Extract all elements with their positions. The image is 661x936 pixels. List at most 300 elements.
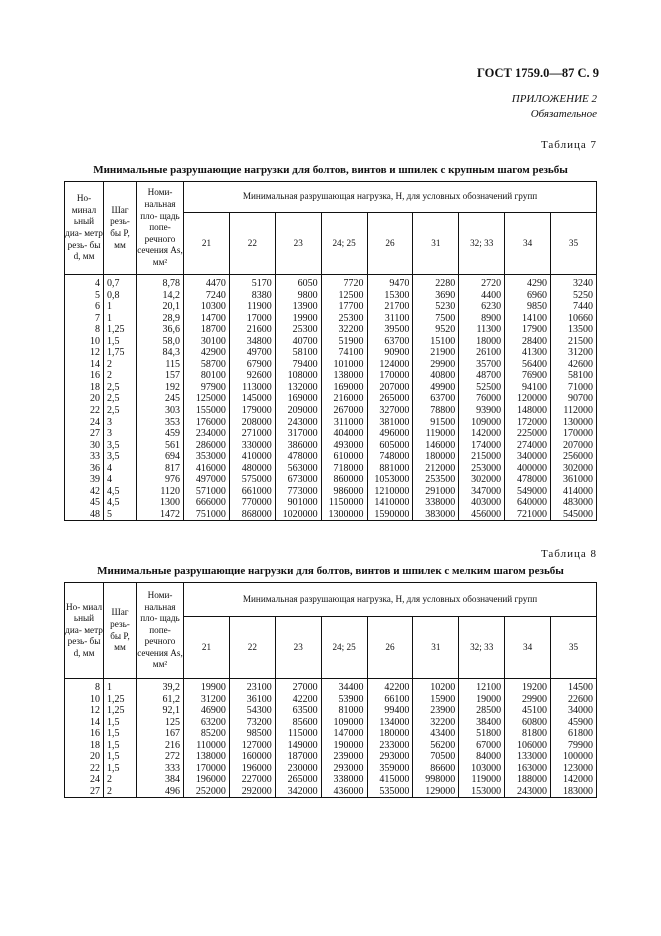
- group-header: 35: [551, 617, 597, 679]
- cell-load: 317000: [275, 428, 321, 440]
- table-row: [65, 290, 597, 302]
- cell-area: 28,9: [137, 313, 184, 325]
- table-row: [65, 451, 597, 463]
- cell-load: 252000: [184, 786, 230, 798]
- cell-load: 10200: [413, 679, 459, 694]
- cell-area: 61,2: [137, 694, 184, 706]
- cell-load: 7500: [413, 313, 459, 325]
- cell-load: 71000: [551, 382, 597, 394]
- cell-load: 138000: [321, 370, 367, 382]
- cell-diameter: 4: [65, 275, 104, 290]
- cell-load: 180000: [367, 728, 413, 740]
- cell-load: 14100: [505, 313, 551, 325]
- cell-load: 39500: [367, 324, 413, 336]
- cell-load: 497000: [184, 474, 230, 486]
- cell-area: 1472: [137, 509, 184, 521]
- cell-load: 480000: [229, 463, 275, 475]
- cell-load: 881000: [367, 463, 413, 475]
- cell-load: 145000: [229, 393, 275, 405]
- cell-load: 293000: [367, 751, 413, 763]
- cell-load: 29900: [505, 694, 551, 706]
- cell-load: 207000: [367, 382, 413, 394]
- cell-load: 100000: [551, 751, 597, 763]
- cell-load: 549000: [505, 486, 551, 498]
- cell-diameter: 16: [65, 728, 104, 740]
- cell-load: 38400: [459, 717, 505, 729]
- table-row: [65, 774, 597, 786]
- cell-load: 42600: [551, 359, 597, 371]
- cell-load: 361000: [551, 474, 597, 486]
- table-8-body: [65, 679, 597, 798]
- cell-load: 13900: [275, 301, 321, 313]
- cell-load: 134000: [367, 717, 413, 729]
- cell-pitch: 5: [104, 509, 137, 521]
- cell-load: 56200: [413, 740, 459, 752]
- cell-load: 42200: [275, 694, 321, 706]
- cell-load: 12100: [459, 679, 505, 694]
- cell-load: 90900: [367, 347, 413, 359]
- cell-area: 976: [137, 474, 184, 486]
- cell-load: 43400: [413, 728, 459, 740]
- cell-load: 15900: [413, 694, 459, 706]
- cell-load: 86600: [413, 763, 459, 775]
- cell-load: 130000: [551, 417, 597, 429]
- cell-load: 4470: [184, 275, 230, 290]
- cell-load: 1150000: [321, 497, 367, 509]
- cell-load: 142000: [459, 428, 505, 440]
- cell-load: 209000: [275, 405, 321, 417]
- cell-pitch: 3,5: [104, 440, 137, 452]
- table-row: [65, 324, 597, 336]
- cell-load: 101000: [321, 359, 367, 371]
- table-7-label: Таблица 7: [540, 139, 597, 151]
- cell-load: 291000: [413, 486, 459, 498]
- cell-load: 15300: [367, 290, 413, 302]
- table-8-title: Минимальные разрушающие нагрузки для болтов, винтов и шпилек с мелким шагом резьбы: [97, 565, 564, 577]
- table-row: [65, 393, 597, 405]
- cell-load: 456000: [459, 509, 505, 521]
- group-header: 23: [275, 213, 321, 275]
- cell-load: 41300: [505, 347, 551, 359]
- table-row: [65, 301, 597, 313]
- table-row: [65, 486, 597, 498]
- cell-pitch: 0,7: [104, 275, 137, 290]
- group-header: 21: [184, 617, 230, 679]
- cell-load: 7720: [321, 275, 367, 290]
- cell-load: 9520: [413, 324, 459, 336]
- cell-load: 416000: [184, 463, 230, 475]
- cell-diameter: 14: [65, 717, 104, 729]
- cell-load: 21900: [413, 347, 459, 359]
- cell-load: 25300: [275, 324, 321, 336]
- cell-load: 12500: [321, 290, 367, 302]
- cell-load: 28400: [505, 336, 551, 348]
- cell-load: 773000: [275, 486, 321, 498]
- cell-load: 233000: [367, 740, 413, 752]
- cell-diameter: 39: [65, 474, 104, 486]
- cell-load: 415000: [367, 774, 413, 786]
- cell-load: 661000: [229, 486, 275, 498]
- cell-load: 11300: [459, 324, 505, 336]
- cell-diameter: 22: [65, 405, 104, 417]
- cell-load: 212000: [413, 463, 459, 475]
- cell-diameter: 22: [65, 763, 104, 775]
- cell-load: 21500: [551, 336, 597, 348]
- cell-load: 267000: [321, 405, 367, 417]
- cell-load: 27000: [275, 679, 321, 694]
- cell-load: 42200: [367, 679, 413, 694]
- cell-load: 80100: [184, 370, 230, 382]
- cell-load: 66100: [367, 694, 413, 706]
- cell-area: 192: [137, 382, 184, 394]
- table-7: [64, 181, 597, 521]
- cell-pitch: 1,5: [104, 336, 137, 348]
- cell-load: 78800: [413, 405, 459, 417]
- cell-load: 208000: [229, 417, 275, 429]
- cell-pitch: 1,25: [104, 694, 137, 706]
- cell-area: 39,2: [137, 679, 184, 694]
- cell-load: 243000: [505, 786, 551, 798]
- cell-load: 4400: [459, 290, 505, 302]
- cell-load: 115000: [275, 728, 321, 740]
- cell-diameter: 12: [65, 347, 104, 359]
- table-row: [65, 763, 597, 775]
- cell-area: 245: [137, 393, 184, 405]
- cell-area: 496: [137, 786, 184, 798]
- group-header: 31: [413, 617, 459, 679]
- cell-load: 51900: [321, 336, 367, 348]
- cell-pitch: 1,5: [104, 763, 137, 775]
- cell-load: 84000: [459, 751, 505, 763]
- cell-load: 160000: [229, 751, 275, 763]
- cell-load: 18700: [184, 324, 230, 336]
- cell-load: 5250: [551, 290, 597, 302]
- cell-load: 860000: [321, 474, 367, 486]
- cell-load: 403000: [459, 497, 505, 509]
- cell-load: 56400: [505, 359, 551, 371]
- cell-load: 58100: [551, 370, 597, 382]
- group-header: 24; 25: [321, 213, 367, 275]
- cell-load: 19900: [184, 679, 230, 694]
- cell-pitch: 1: [104, 301, 137, 313]
- cell-pitch: 3: [104, 417, 137, 429]
- table-row: [65, 428, 597, 440]
- cell-load: 216000: [321, 393, 367, 405]
- table-7-body: [65, 275, 597, 521]
- cell-load: 112000: [551, 405, 597, 417]
- table-row: [65, 728, 597, 740]
- cell-load: 85200: [184, 728, 230, 740]
- cell-load: 196000: [229, 763, 275, 775]
- cell-load: 48700: [459, 370, 505, 382]
- group-header: 21: [184, 213, 230, 275]
- cell-area: 157: [137, 370, 184, 382]
- cell-load: 9850: [505, 301, 551, 313]
- table-row: [65, 440, 597, 452]
- cell-load: 108000: [275, 370, 321, 382]
- cell-load: 45900: [551, 717, 597, 729]
- cell-load: 286000: [184, 440, 230, 452]
- col-header-pitch: Шаг резь- бы P, мм: [104, 583, 137, 679]
- cell-load: 149000: [275, 740, 321, 752]
- cell-diameter: 24: [65, 417, 104, 429]
- cell-load: 54300: [229, 705, 275, 717]
- cell-load: 32200: [413, 717, 459, 729]
- table-row: [65, 705, 597, 717]
- cell-load: 2720: [459, 275, 505, 290]
- cell-pitch: 3: [104, 428, 137, 440]
- cell-load: 127000: [229, 740, 275, 752]
- cell-load: 169000: [321, 382, 367, 394]
- cell-load: 666000: [184, 497, 230, 509]
- cell-load: 721000: [505, 509, 551, 521]
- cell-load: 19900: [275, 313, 321, 325]
- cell-load: 169000: [275, 393, 321, 405]
- cell-load: 386000: [275, 440, 321, 452]
- cell-load: 63200: [184, 717, 230, 729]
- cell-load: 133000: [505, 751, 551, 763]
- cell-load: 342000: [275, 786, 321, 798]
- cell-diameter: 14: [65, 359, 104, 371]
- cell-pitch: 1,5: [104, 740, 137, 752]
- cell-load: 179000: [229, 405, 275, 417]
- cell-diameter: 10: [65, 694, 104, 706]
- cell-area: 125: [137, 717, 184, 729]
- cell-diameter: 48: [65, 509, 104, 521]
- cell-load: 610000: [321, 451, 367, 463]
- cell-load: 26100: [459, 347, 505, 359]
- group-header: 32; 33: [459, 213, 505, 275]
- cell-diameter: 33: [65, 451, 104, 463]
- col-header-area: Номи- нальная пло- щадь попе- речного сечения As, мм²: [137, 583, 184, 679]
- cell-load: 353000: [184, 451, 230, 463]
- cell-load: 40800: [413, 370, 459, 382]
- cell-pitch: 0,8: [104, 290, 137, 302]
- cell-load: 93900: [459, 405, 505, 417]
- cell-load: 400000: [505, 463, 551, 475]
- cell-pitch: 1,25: [104, 705, 137, 717]
- cell-pitch: 4: [104, 474, 137, 486]
- cell-load: 155000: [184, 405, 230, 417]
- cell-load: 31100: [367, 313, 413, 325]
- cell-diameter: 7: [65, 313, 104, 325]
- cell-load: 496000: [367, 428, 413, 440]
- table-row: [65, 336, 597, 348]
- group-header: 22: [229, 617, 275, 679]
- cell-load: 545000: [551, 509, 597, 521]
- col-header-area: Номи- нальная пло- щадь попе- речного сечения As, мм²: [137, 182, 184, 275]
- cell-diameter: 27: [65, 786, 104, 798]
- cell-load: 302000: [459, 474, 505, 486]
- cell-load: 347000: [459, 486, 505, 498]
- cell-load: 36100: [229, 694, 275, 706]
- cell-load: 330000: [229, 440, 275, 452]
- cell-area: 14,2: [137, 290, 184, 302]
- cell-load: 338000: [321, 774, 367, 786]
- cell-load: 8380: [229, 290, 275, 302]
- cell-area: 1300: [137, 497, 184, 509]
- cell-load: 190000: [321, 740, 367, 752]
- cell-load: 571000: [184, 486, 230, 498]
- cell-load: 67000: [459, 740, 505, 752]
- cell-load: 302000: [551, 463, 597, 475]
- cell-diameter: 42: [65, 486, 104, 498]
- cell-pitch: 1: [104, 313, 137, 325]
- cell-diameter: 30: [65, 440, 104, 452]
- cell-load: 1590000: [367, 509, 413, 521]
- cell-pitch: 2,5: [104, 393, 137, 405]
- cell-load: 187000: [275, 751, 321, 763]
- cell-load: 196000: [184, 774, 230, 786]
- cell-area: 36,6: [137, 324, 184, 336]
- cell-area: 216: [137, 740, 184, 752]
- cell-load: 207000: [551, 440, 597, 452]
- cell-load: 170000: [367, 370, 413, 382]
- cell-pitch: 2,5: [104, 405, 137, 417]
- cell-load: 58100: [275, 347, 321, 359]
- cell-load: 90700: [551, 393, 597, 405]
- group-header: 22: [229, 213, 275, 275]
- cell-load: 53900: [321, 694, 367, 706]
- table-row: [65, 740, 597, 752]
- cell-load: 17700: [321, 301, 367, 313]
- cell-diameter: 12: [65, 705, 104, 717]
- cell-load: 180000: [413, 451, 459, 463]
- cell-load: 32200: [321, 324, 367, 336]
- cell-load: 274000: [505, 440, 551, 452]
- cell-load: 3240: [551, 275, 597, 290]
- cell-load: 153000: [459, 786, 505, 798]
- cell-load: 110000: [184, 740, 230, 752]
- cell-load: 23100: [229, 679, 275, 694]
- cell-diameter: 10: [65, 336, 104, 348]
- cell-load: 188000: [505, 774, 551, 786]
- cell-load: 113000: [229, 382, 275, 394]
- cell-load: 7240: [184, 290, 230, 302]
- cell-load: 31200: [551, 347, 597, 359]
- cell-load: 19200: [505, 679, 551, 694]
- cell-load: 30100: [184, 336, 230, 348]
- cell-load: 103000: [459, 763, 505, 775]
- cell-load: 13500: [551, 324, 597, 336]
- table-row: [65, 370, 597, 382]
- cell-load: 176000: [184, 417, 230, 429]
- table-row: [65, 497, 597, 509]
- appendix-block: [512, 92, 597, 122]
- cell-load: 10660: [551, 313, 597, 325]
- cell-load: 76000: [459, 393, 505, 405]
- cell-load: 119000: [459, 774, 505, 786]
- cell-load: 575000: [229, 474, 275, 486]
- cell-load: 1210000: [367, 486, 413, 498]
- cell-load: 478000: [505, 474, 551, 486]
- cell-load: 22600: [551, 694, 597, 706]
- cell-load: 99400: [367, 705, 413, 717]
- table-row: [65, 679, 597, 694]
- cell-load: 132000: [275, 382, 321, 394]
- cell-pitch: 1,5: [104, 751, 137, 763]
- cell-load: 483000: [551, 497, 597, 509]
- cell-load: 478000: [275, 451, 321, 463]
- group-header: 24; 25: [321, 617, 367, 679]
- cell-load: 17000: [229, 313, 275, 325]
- cell-load: 74100: [321, 347, 367, 359]
- cell-area: 303: [137, 405, 184, 417]
- cell-load: 49700: [229, 347, 275, 359]
- cell-load: 106000: [505, 740, 551, 752]
- cell-load: 34800: [229, 336, 275, 348]
- cell-load: 2280: [413, 275, 459, 290]
- cell-area: 561: [137, 440, 184, 452]
- cell-load: 23900: [413, 705, 459, 717]
- cell-diameter: 45: [65, 497, 104, 509]
- cell-load: 770000: [229, 497, 275, 509]
- cell-load: 35700: [459, 359, 505, 371]
- cell-load: 404000: [321, 428, 367, 440]
- cell-area: 115: [137, 359, 184, 371]
- col-header-diameter: Но- минал ьный диа- метр резь- бы d, мм: [65, 182, 104, 275]
- cell-load: 1300000: [321, 509, 367, 521]
- cell-load: 327000: [367, 405, 413, 417]
- col-header-diameter: Но- миал ьный диа- метр резь- бы d, мм: [65, 583, 104, 679]
- cell-load: 92600: [229, 370, 275, 382]
- cell-load: 21600: [229, 324, 275, 336]
- cell-load: 227000: [229, 774, 275, 786]
- cell-load: 63500: [275, 705, 321, 717]
- cell-diameter: 20: [65, 751, 104, 763]
- cell-load: 58700: [184, 359, 230, 371]
- table-row: [65, 786, 597, 798]
- table-row: [65, 474, 597, 486]
- col-header-pitch: Шаг резь- бы P, мм: [104, 182, 137, 275]
- cell-load: 605000: [367, 440, 413, 452]
- cell-load: 311000: [321, 417, 367, 429]
- cell-load: 34400: [321, 679, 367, 694]
- cell-load: 79400: [275, 359, 321, 371]
- table-row: [65, 405, 597, 417]
- cell-diameter: 24: [65, 774, 104, 786]
- cell-load: 73200: [229, 717, 275, 729]
- cell-load: 265000: [367, 393, 413, 405]
- cell-load: 6230: [459, 301, 505, 313]
- cell-area: 84,3: [137, 347, 184, 359]
- cell-area: 694: [137, 451, 184, 463]
- cell-load: 31200: [184, 694, 230, 706]
- document-code: ГОСТ 1759.0—87 С. 9: [476, 66, 599, 80]
- cell-load: 751000: [184, 509, 230, 521]
- group-header: 35: [551, 213, 597, 275]
- cell-load: 11900: [229, 301, 275, 313]
- cell-load: 94100: [505, 382, 551, 394]
- cell-load: 40700: [275, 336, 321, 348]
- table-row: [65, 694, 597, 706]
- group-header: 34: [505, 213, 551, 275]
- cell-load: 9470: [367, 275, 413, 290]
- cell-load: 76900: [505, 370, 551, 382]
- cell-load: 61800: [551, 728, 597, 740]
- table-row: [65, 463, 597, 475]
- cell-diameter: 20: [65, 393, 104, 405]
- cell-load: 340000: [505, 451, 551, 463]
- cell-load: 230000: [275, 763, 321, 775]
- cell-load: 183000: [551, 786, 597, 798]
- cell-load: 868000: [229, 509, 275, 521]
- cell-load: 243000: [275, 417, 321, 429]
- cell-load: 986000: [321, 486, 367, 498]
- cell-pitch: 1,5: [104, 717, 137, 729]
- group-header: 34: [505, 617, 551, 679]
- cell-diameter: 6: [65, 301, 104, 313]
